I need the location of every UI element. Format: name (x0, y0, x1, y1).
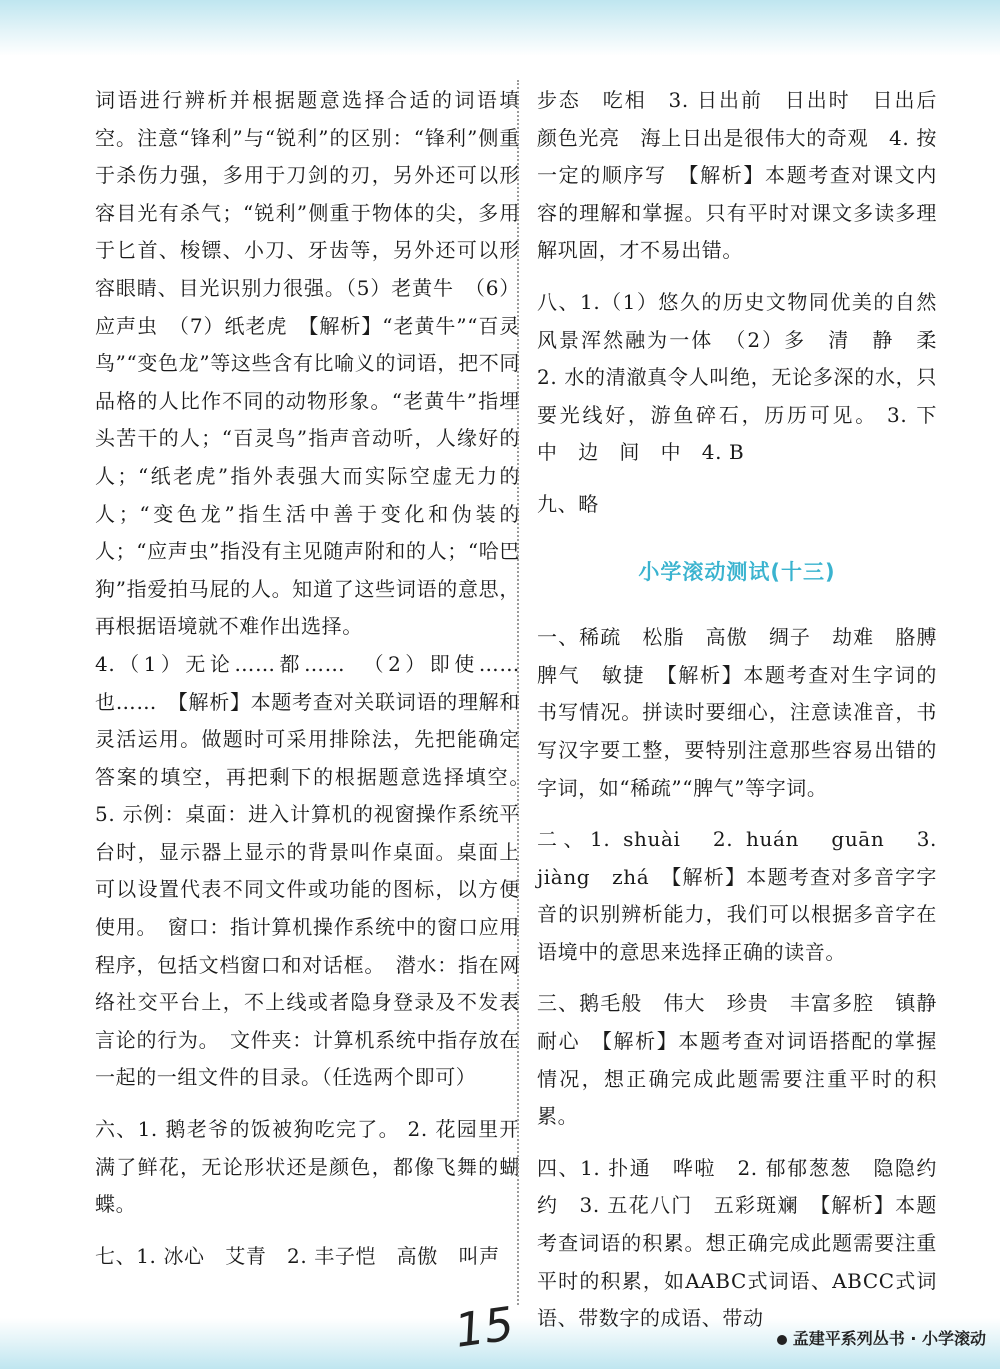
section-title: 小学滚动测试(十三) (638, 559, 836, 584)
answer-paragraph: 词语进行辨析并根据题意选择合适的词语填空。注意“锋利”与“锐利”的区别：“锋利”侧重于杀伤力强，多用于刀剑的刃，另外还可以形容目光有杀气；“锐利”侧重于物体的尖，多用于匕首、梭镖、小刀、牙齿等，另外还可以形容眼睛、目光识别力很强。（5）老黄牛 （6）应声虫 （7）纸老虎 【解析】“老黄牛”“百灵鸟”“变色龙”等这些含有比喻义的词语，把不同品格的人比作不同的动物形象。“老黄牛”指埋头苦干的人；“百灵鸟”指声音动听，人缘好的人；“纸老虎”指外表强大而实际空虚无力的人；“变色龙”指生活中善于变化和伪装的人；“应声虫”指没有主见随声附和的人；“哈巴狗”指爱拍马屁的人。知道了这些词语的意思，再根据语境就不难作出选择。 (95, 88, 520, 639)
right-column (537, 82, 958, 1338)
left-column (95, 82, 541, 1275)
top-decorative-band (0, 0, 1000, 56)
footer-series-text: 孟建平系列丛书 · 小学滚动 (792, 1329, 986, 1348)
answer-paragraph: 八、1.（1）悠久的历史文物同优美的自然风景浑然融为一体 （2）多 清 静 柔 2. 水的清澈真令人叫绝，无论多深的水，只要光线好，游鱼碎石，历历可见。 3. 下 中 边 间 中 4. B (537, 289, 958, 465)
answer-paragraph: 步态 吃相 3. 日出前 日出时 日出后 颜色光亮 海上日出是很伟大的奇观 4. 按一定的顺序写 【解析】本题考查对课文内容的理解和掌握。只有平时对课文多读多理解巩固，才不易出错。 (537, 88, 958, 263)
answer-paragraph: 二、1. shuài 2. huán guān 3. jiàng zhá 【解析】本题考查对多音字字音的识别辨析能力，我们可以根据多音字在语境中的意思来选择正确的读音。 (537, 827, 937, 964)
handwritten-page-number: 15 (451, 1296, 518, 1358)
bullet-icon (777, 1335, 787, 1345)
answer-paragraph: 三、鹅毛般 伟大 珍贵 丰富多腔 镇静耐心 【解析】本题考查对词语搭配的掌握情况，想正确完成此题需要注重平时的积累。 (537, 991, 937, 1129)
answer-paragraph: 4.（1）无论……都…… （2）即使……也…… 【解析】本题考查对关联词语的理解和灵活运用。做题时可采用排除法，先把能确定答案的填空，再把剩下的根据题意选择填空。 5. 示例：桌面：进入计算机的视窗操作系统平台时，显示器上显示的背景叫作桌面。桌面上可以设置代表不同文件或功能的图标，以方便使用。 窗口：指计算机操作系统中的窗口应用程序，包括文档窗口和对话框。 潜水：指在网络社交平台上，不上线或者隐身登录及不发表言论的行为。 文件夹：计算机系统中指存放在一起的一组文件的目录。（任选两个即可） (95, 651, 541, 1090)
answer-paragraph: 九、略 (537, 491, 599, 516)
column-divider (517, 80, 519, 1305)
answer-paragraph: 一、稀疏 松脂 高傲 绸子 劫难 胳膊 脾气 敏捷 【解析】本题考查对生字词的书写情况。拼读时要细心，注意读准音，书写汉字要工整，要特别注意那些容易出错的字词，如“稀疏”“脾气”等字词。 (537, 625, 958, 800)
answer-paragraph: 七、1. 冰心 艾青 2. 丰子恺 高傲 叫声 (95, 1243, 500, 1268)
answer-paragraph: 四、1. 扑通 哗啦 2. 郁郁葱葱 隐隐约约 3. 五花八门 五彩斑斓 【解析】本题考查词语的积累。想正确完成此题需要注重平时的积累，如AABC式词语、ABCC式词语、带数字的成语、带动 (537, 1155, 937, 1331)
answer-paragraph: 六、1. 鹅老爷的饭被狗吃完了。 2. 花园里开满了鲜花，无论形状还是颜色，都像飞舞的蝴蝶。 (95, 1117, 520, 1217)
watermark-logo (808, 1318, 958, 1366)
